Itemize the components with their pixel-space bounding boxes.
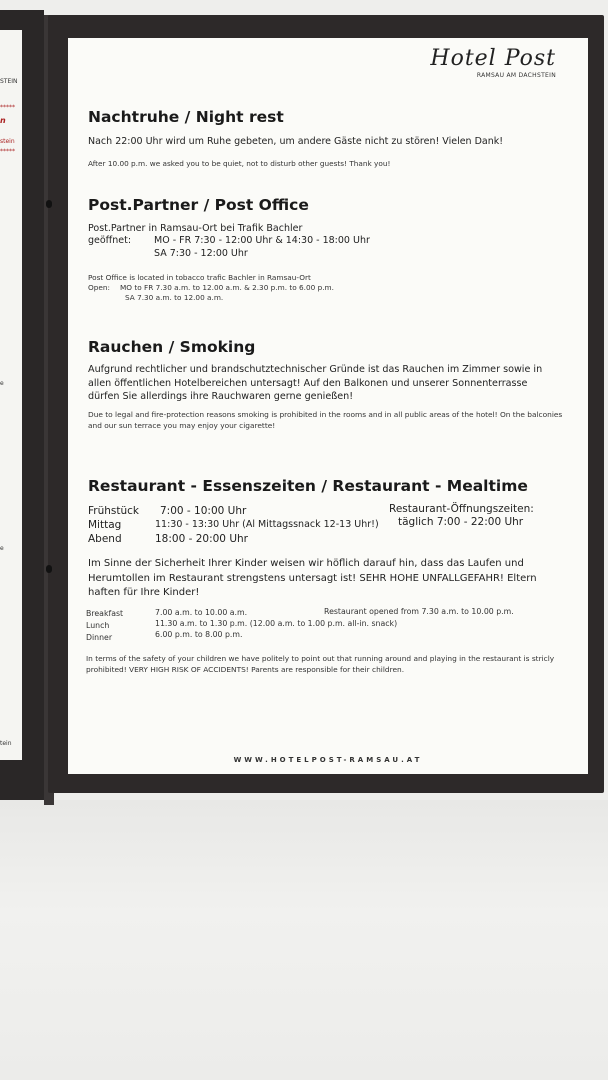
post-office-location-en: Post Office is located in tobacco trafic Bachler in Ramsau-Ort <box>88 273 311 282</box>
meal-name-en: Breakfast <box>86 609 124 618</box>
left-fragment: ***** <box>0 104 15 111</box>
hotel-logo <box>430 46 556 79</box>
post-office-location-de: Post.Partner in Ramsau-Ort bei Trafik Bachler <box>88 223 303 234</box>
left-fragment: ***** <box>0 148 15 155</box>
meal-name-de: Frühstück <box>88 505 139 517</box>
meal-time-en: 11.30 a.m. to 1.30 p.m. (12.00 a.m. to 1.00 p.m. all-in. snack) <box>155 619 398 628</box>
meal-time-de: 18:00 - 20:00 Uhr <box>155 533 248 545</box>
info-page <box>68 38 588 774</box>
left-fragment: STEIN <box>0 78 18 85</box>
opening-hours-value-de: täglich 7:00 - 22:00 Uhr <box>398 516 524 528</box>
opening-hours-en: Restaurant opened from 7.30 a.m. to 10.00 p.m. <box>324 607 514 616</box>
left-page-paper <box>0 30 22 760</box>
post-office-hours-weekday-en: MO to FR 7.30 a.m. to 12.00 a.m. & 2.30 p.m. to 6.00 p.m. <box>120 283 334 292</box>
logo-name: Hotel Post <box>430 46 556 71</box>
logo-subtitle: RAMSAU AM DACHSTEIN <box>476 72 556 79</box>
meal-time-en: 7.00 a.m. to 10.00 a.m. <box>155 608 248 617</box>
meal-time-de: 7:00 - 10:00 Uhr <box>160 505 247 517</box>
post-office-open-label-de: geöffnet: <box>88 235 132 246</box>
post-office-hours-saturday-de: SA 7:30 - 12:00 Uhr <box>154 248 248 259</box>
smoking-text-en: Due to legal and fire-protection reasons smoking is prohibited in the rooms and in all public areas of the hotel! On the balconies and our sun terrace you may enjoy your cigarette! <box>88 410 563 430</box>
restaurant-title: Restaurant - Essenszeiten / Restaurant - Mealtime <box>88 477 528 495</box>
smoking-text-de: Aufgrund rechtlicher und brandschutztechnischer Gründe ist das Rauchen im Zimmer sowie in allen öffentlichen Hotelbereichen untersagt! Auf den Balkonen und unserer Sonnenterrasse dürfen Sie allerdings ihre Rauchwaren gerne genießen! <box>88 364 543 402</box>
night-rest-title: Nachtruhe / Night rest <box>88 108 284 126</box>
post-office-open-label-en: Open: <box>88 283 110 292</box>
left-fragment: tein <box>0 740 12 747</box>
meal-name-de: Abend <box>88 533 122 545</box>
meal-name-de: Mittag <box>88 519 122 531</box>
binder-ring <box>46 200 52 208</box>
smoking-title: Rauchen / Smoking <box>88 338 256 356</box>
post-office-hours-weekday-de: MO - FR 7:30 - 12:00 Uhr & 14:30 - 18:00 Uhr <box>154 235 370 246</box>
night-rest-text-de: Nach 22:00 Uhr wird um Ruhe gebeten, um andere Gäste nicht zu stören! Vielen Dank! <box>88 136 504 147</box>
meal-name-en: Lunch <box>86 621 110 630</box>
post-office-title: Post.Partner / Post Office <box>88 196 309 214</box>
meal-time-de: 11:30 - 13:30 Uhr (Al Mittagssnack 12-13 Uhr!) <box>155 519 379 530</box>
child-safety-text-de: Im Sinne der Sicherheit Ihrer Kinder weisen wir höflich darauf hin, dass das Laufen und Herumtollen im Restaurant strengstens untersagt ist! SEHR HOHE UNFALLGEFAHR! Eltern haften für Ihre Kinder! <box>88 558 537 598</box>
meal-name-en: Dinner <box>86 633 113 642</box>
bedsheet-background <box>0 800 608 1080</box>
post-office-hours-saturday-en: SA 7.30 a.m. to 12.00 a.m. <box>125 293 224 302</box>
left-page-edge <box>0 10 44 800</box>
left-fragment: e <box>0 380 4 387</box>
night-rest-text-en: After 10.00 p.m. we asked you to be quiet, not to disturb other guests! Thank you! <box>88 159 391 168</box>
left-fragment: stein <box>0 138 15 145</box>
opening-hours-label-de: Restaurant-Öffnungszeiten: <box>389 503 534 515</box>
website-url: WWW.HOTELPOST-RAMSAU.AT <box>233 756 423 764</box>
child-safety-text-en: In terms of the safety of your children we have politely to point out that running around and playing in the restaurant is stricly prohibited! VERY HIGH RISK OF ACCIDENTS! Parents are responsible for their children. <box>86 654 555 674</box>
left-fragment: n <box>0 116 6 125</box>
left-fragment: e <box>0 545 4 552</box>
binder-ring <box>46 565 52 573</box>
meal-time-en: 6.00 p.m. to 8.00 p.m. <box>155 630 243 639</box>
